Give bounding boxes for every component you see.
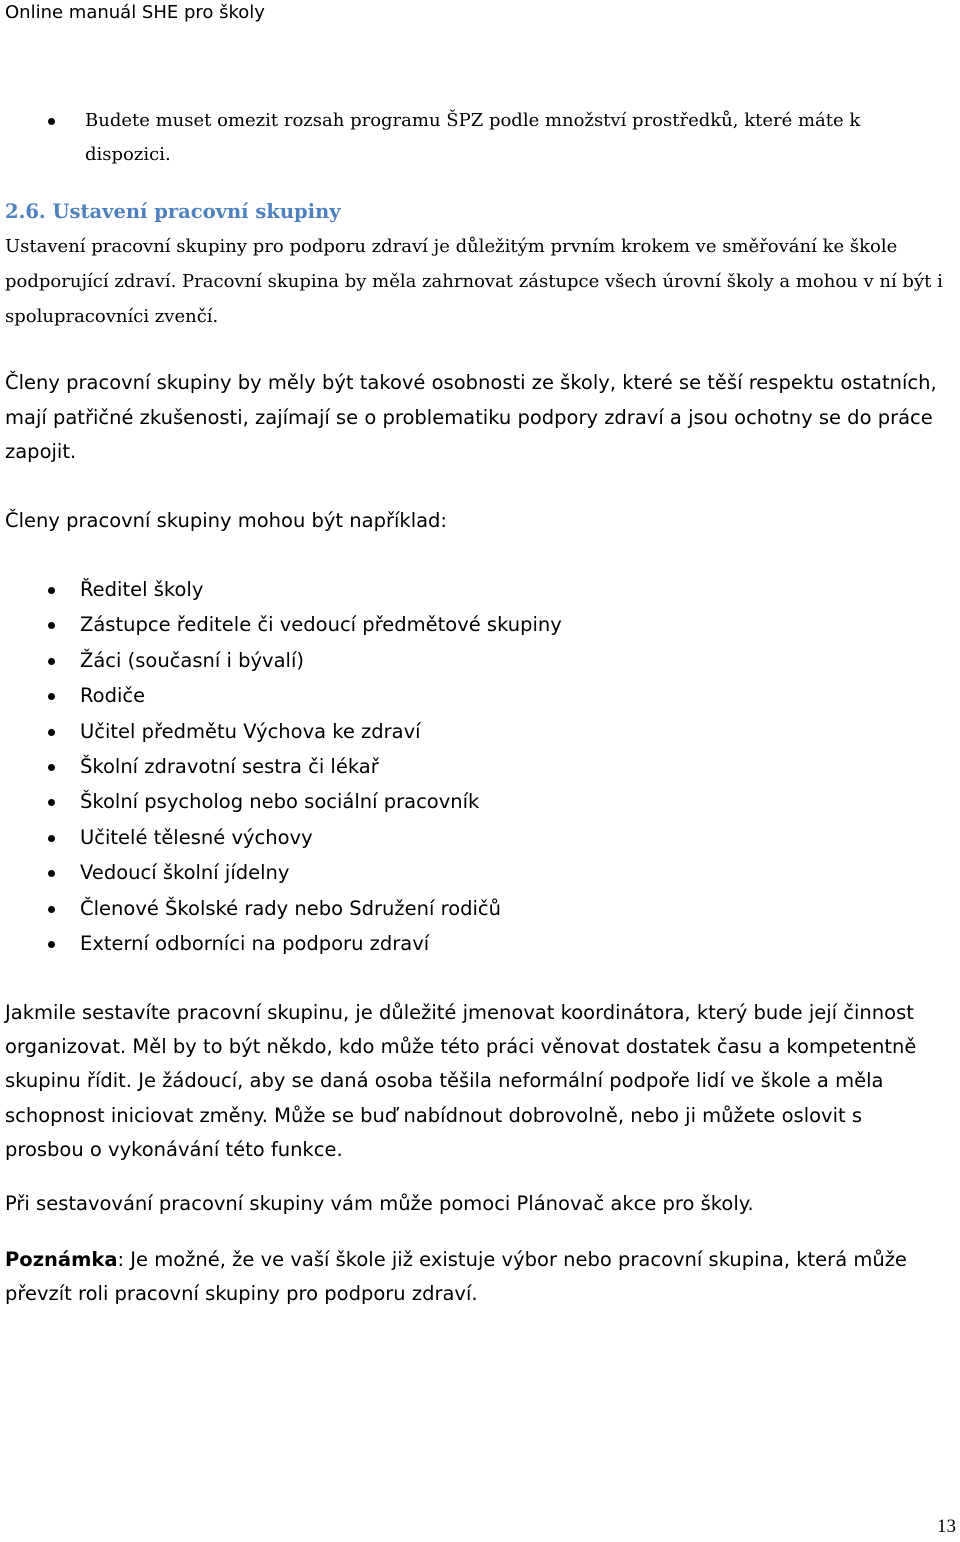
- bullet-icon: [48, 118, 55, 125]
- bullet-icon: [48, 764, 55, 771]
- list-item: [80, 926, 940, 961]
- list-item-text: Učitelé tělesné výchovy: [80, 825, 313, 849]
- list-item: [80, 784, 940, 819]
- paragraph: Ustavení pracovní skupiny pro podporu zdraví je důležitým prvním krokem ve směřování ke škole podporující zdraví. Pracovní skupina by měla zahrnovat zástupce všech úrovní školy a mohou v ní být i spolupracovníci zvenčí.: [5, 236, 943, 327]
- list-item: [80, 607, 940, 642]
- document-header: Online manuál SHE pro školy: [5, 2, 265, 23]
- list-item-text: Budete muset omezit rozsah programu ŠPZ podle množství prostředků, které máte k dispozici.: [85, 110, 861, 165]
- page-number: 13: [937, 1516, 956, 1537]
- note-text: : Je možné, že ve vaší škole již existuje výbor nebo pracovní skupina, která může převzít roli pracovní skupiny pro podporu zdraví.: [5, 1248, 907, 1305]
- list-item: [80, 749, 940, 784]
- list-item-text: Školní psycholog nebo sociální pracovník: [80, 790, 480, 814]
- list-item-text: Školní zdravotní sestra či lékař: [80, 755, 379, 779]
- bullet-icon: [48, 622, 55, 629]
- intro-bullet-list: [85, 104, 935, 172]
- paragraph: Členy pracovní skupiny by měly být takové osobnosti ze školy, které se těší respektu ostatních, mají patřičné zkušenosti, zajímají se o problematiku podpory zdraví a jsou ochotny se do práce zapojit.: [5, 371, 937, 463]
- list-item-text: Ředitel školy: [80, 578, 204, 601]
- bullet-icon: [48, 693, 55, 700]
- members-bullet-list: [80, 572, 940, 961]
- list-item: [85, 104, 935, 172]
- list-item-text: Externí odborníci na podporu zdraví: [80, 932, 430, 956]
- bullet-icon: [48, 941, 55, 948]
- list-item-text: Zástupce ředitele či vedoucí předmětové skupiny: [80, 613, 562, 637]
- paragraph: Členy pracovní skupiny mohou být například:: [5, 509, 448, 532]
- paragraph: Při sestavování pracovní skupiny vám může pomoci Plánovač akce pro školy.: [5, 1192, 754, 1215]
- list-item-text: Učitel předmětu Výchova ke zdraví: [80, 719, 421, 743]
- bullet-icon: [48, 835, 55, 842]
- list-item-text: Rodiče: [80, 684, 146, 708]
- note-label: Poznámka: [5, 1248, 118, 1271]
- bullet-icon: [48, 587, 55, 594]
- bullet-icon: [48, 658, 55, 665]
- list-item: [80, 678, 940, 713]
- list-item-text: Členové Školské rady nebo Sdružení rodičů: [80, 896, 502, 920]
- list-item: [80, 572, 940, 607]
- section-heading: 2.6. Ustavení pracovní skupiny: [5, 200, 341, 223]
- list-item: [80, 714, 940, 749]
- bullet-icon: [48, 799, 55, 806]
- note-paragraph: [5, 1243, 945, 1311]
- bullet-icon: [48, 729, 55, 736]
- bullet-icon: [48, 870, 55, 877]
- list-item: [80, 820, 940, 855]
- list-item-text: Žáci (současní i bývalí): [80, 648, 304, 672]
- list-item: [80, 891, 940, 926]
- list-item: [80, 643, 940, 678]
- list-item: [80, 855, 940, 890]
- paragraph: Jakmile sestavíte pracovní skupinu, je důležité jmenovat koordinátora, který bude její činnost organizovat. Měl by to být někdo, kdo může této práci věnovat dostatek času a kompetentně skupinu řídit. Je žádoucí, aby se daná osoba těšila neformální podpoře lidí ve škole a měla schopnost iniciovat změny. Může se buď nabídnout dobrovolně, nebo ji můžete oslovit s prosbou o vykonávání této funkce.: [5, 1001, 917, 1161]
- bullet-icon: [48, 906, 55, 913]
- list-item-text: Vedoucí školní jídelny: [80, 861, 290, 885]
